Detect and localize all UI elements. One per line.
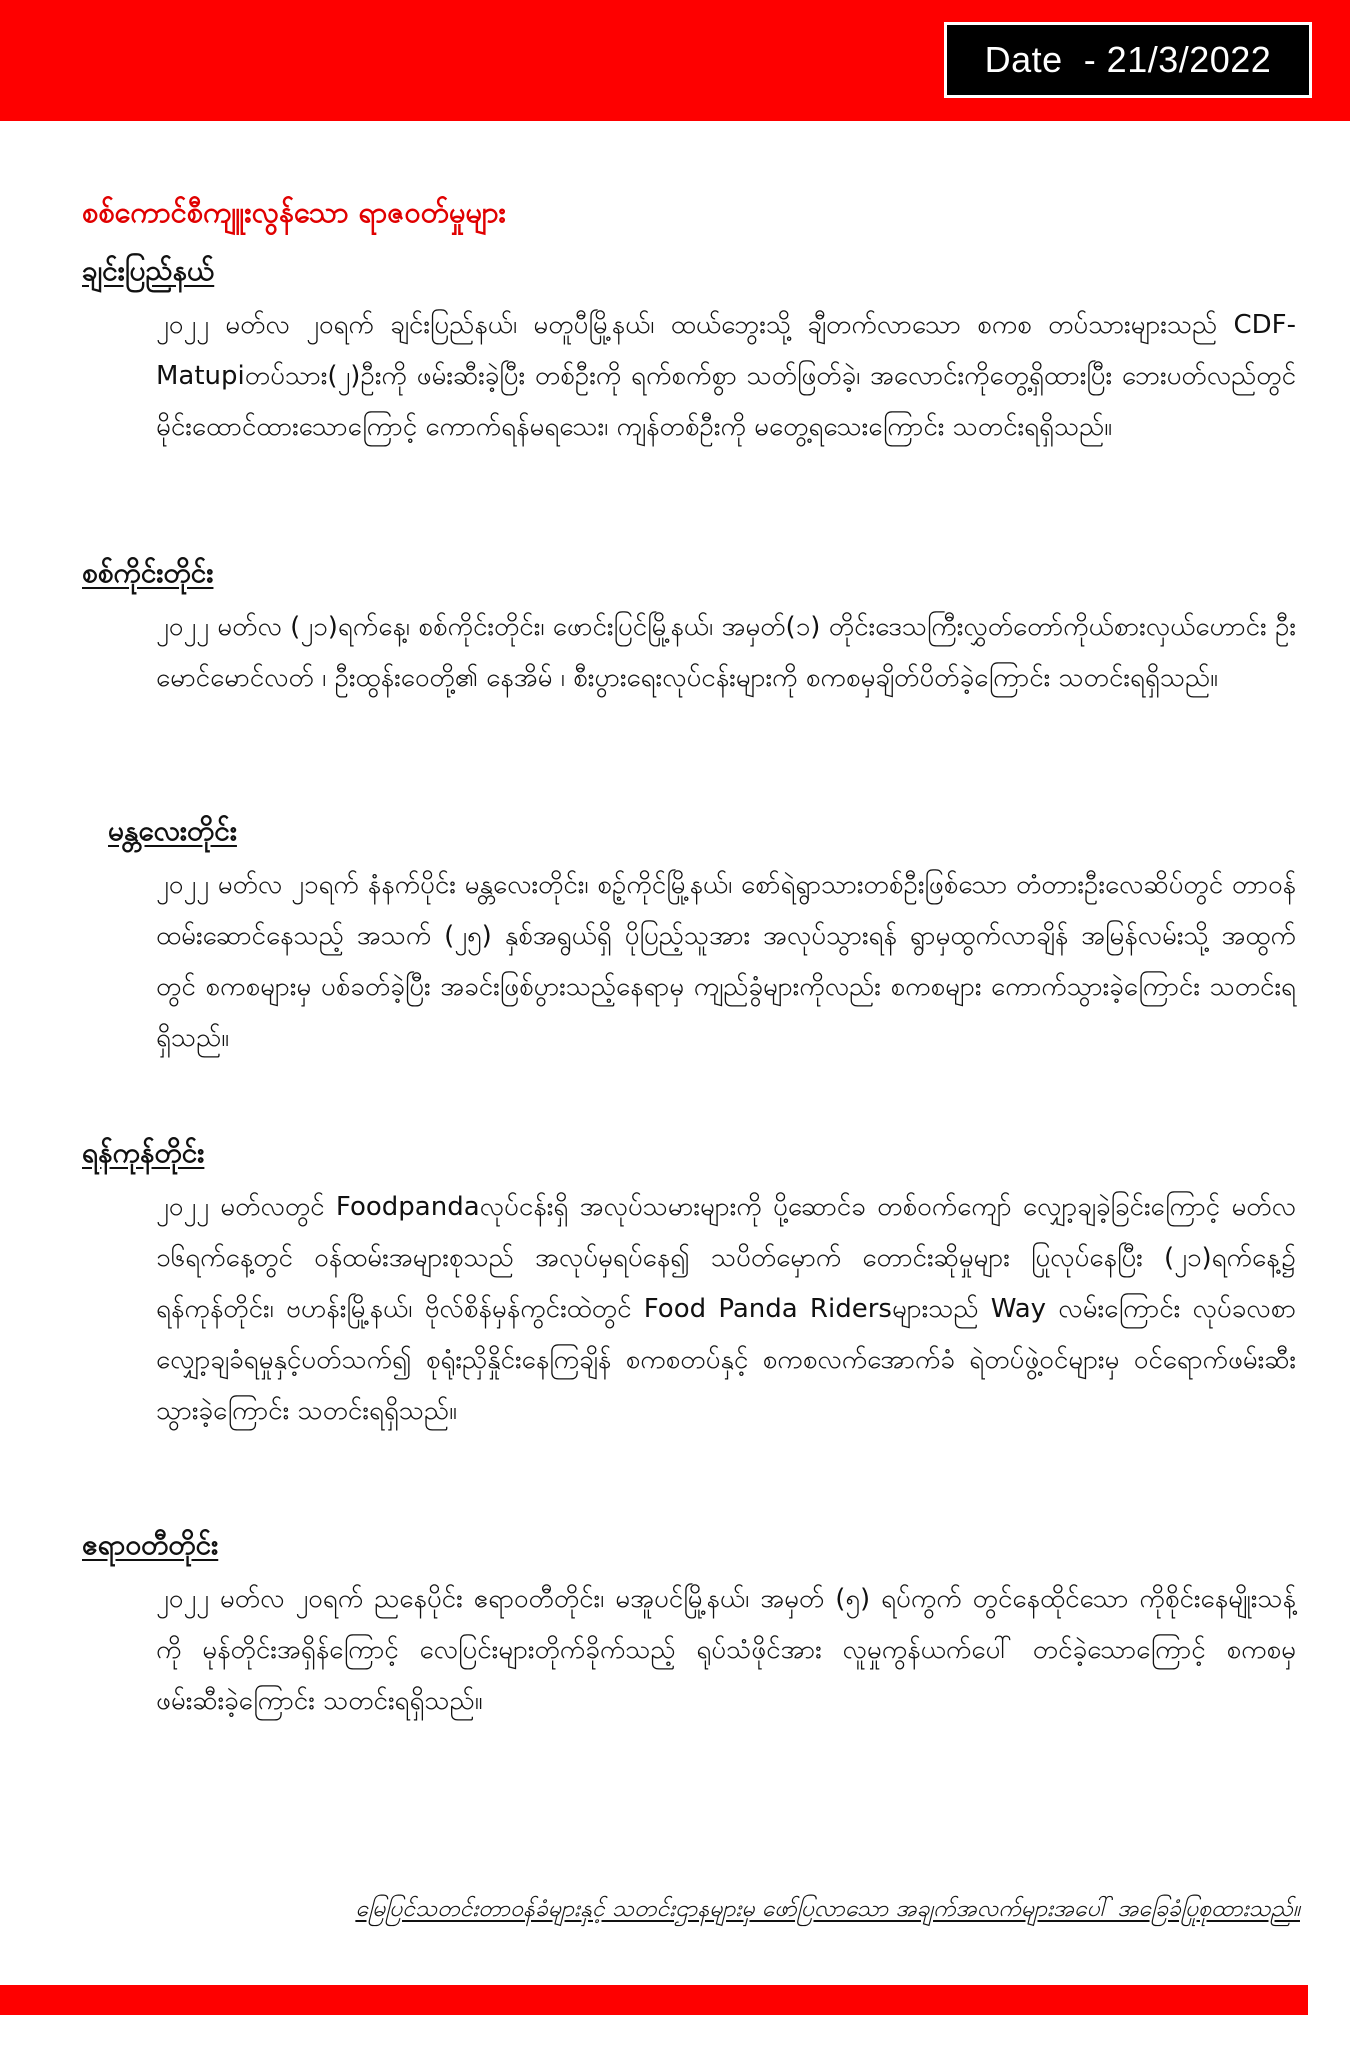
section-body: ၂၀၂၂ မတ်လတွင် Foodpandaလုပ်ငန်းရှိ အလုပ်သမားများကို ပို့ဆောင်ခ တစ်ဝက်ကျော် လျှော့ချခဲ့ခြင်းကြောင့် မတ်လ ၁၆ရက်နေ့တွင် ဝန်ထမ်းအများစုသည် အလုပ်မှရပ်နေ၍ သပိတ်မှောက် တောင်းဆိုမှုများ ပြုလုပ်နေပြီး (၂၁)ရက်နေ့၌ ရန်ကုန်တိုင်း၊ ဗဟန်းမြို့နယ်၊ ဗိုလ်စိန်မှန်ကွင်းထဲတွင် Food Panda Ridersများသည် Way လမ်းကြောင်း လုပ်ခလစာ လျှော့ချခံရမှုနှင့်ပတ်သက်၍ စုရုံးညှိနှိုင်းနေကြချိန် စကစတပ်နှင့် စကစလက်အောက်ခံ ရဲတပ်ဖွဲ့ဝင်များမှ ဝင်ရောက်ဖမ်းဆီးသွားခဲ့ကြောင်း သတင်းရရှိသည်။ bbox=[156, 1192, 1296, 1426]
section-sagaing-region bbox=[82, 552, 1296, 704]
document-title: စစ်ကောင်စီကျူးလွန်သော ရာဇဝတ်မှုများ bbox=[82, 195, 506, 229]
date-badge: Date - 21/3/2022 bbox=[944, 22, 1312, 98]
section-mandalay-region bbox=[82, 810, 1296, 1064]
bottom-banner bbox=[0, 1985, 1308, 2015]
section-heading: မန္တလေးတိုင်း bbox=[108, 814, 237, 847]
source-note: မြေပြင်သတင်းတာဝန်ခံများနှင့် သတင်းဌာနများမှ ဖော်ပြလာသော အချက်အလက်များအပေါ် အခြေခံပြုစုထားသည်။ bbox=[355, 1896, 1300, 1922]
section-ayeyarwady-region bbox=[82, 1524, 1296, 1727]
section-body: ၂၀၂၂ မတ်လ ၂၀ရက် ချင်းပြည်နယ်၊ မတူပီမြို့နယ်၊ ထယ်ဘွေးသို့ ချီတက်လာသော စကစ တပ်သားများသည် CDF-Matupiတပ်သား(၂)ဦးကို ဖမ်းဆီးခဲ့ပြီး တစ်ဦးကို ရက်စက်စွာ သတ်ဖြတ်ခဲ့၊ အလောင်းကိုတွေ့ရှိထားပြီး ဘေးပတ်လည်တွင် မိုင်းထောင်ထားသောကြောင့် ကောက်ရန်မရသေး၊ ကျန်တစ်ဦးကို မတွေ့ရသေးကြောင်း သတင်းရရှိသည်။ bbox=[156, 310, 1296, 442]
section-heading: ရန်ကုန်တိုင်း bbox=[82, 1136, 205, 1169]
section-heading: ဧရာဝတီတိုင်း bbox=[82, 1528, 219, 1561]
section-body: ၂၀၂၂ မတ်လ ၂၀ရက် ညနေပိုင်း ဧရာဝတီတိုင်း၊ မအူပင်မြို့နယ်၊ အမှတ် (၅) ရပ်ကွက် တွင်နေထိုင်သော ကိုစိုင်းနေမျိုးသန့် ကို မုန်တိုင်းအရှိန်ကြောင့် လေပြင်းများတိုက်ခိုက်သည့် ရုပ်သံဖိုင်အား လူမှုကွန်ယက်ပေါ် တင်ခဲ့သောကြောင့် စကစမှ ဖမ်းဆီးခဲ့ကြောင်း သတင်းရရှိသည်။ bbox=[156, 1584, 1296, 1716]
section-heading: ချင်းပြည်နယ် bbox=[82, 254, 215, 287]
section-body: ၂၀၂၂ မတ်လ ၂၁ရက် နံနက်ပိုင်း မန္တလေးတိုင်း၊ စဉ့်ကိုင်မြို့နယ်၊ စော်ရဲရွာသားတစ်ဦးဖြစ်သော တံတားဦးလေဆိပ်တွင် တာဝန်ထမ်းဆောင်နေသည့် အသက် (၂၅) နှစ်အရွယ်ရှိ ပိုပြည့်သူအား အလုပ်သွားရန် ရွာမှထွက်လာချိန် အမြန်လမ်းသို့ အထွက်တွင် စကစများမှ ပစ်ခတ်ခဲ့ပြီး အခင်းဖြစ်ပွားသည့်နေရာမှ ကျည်ခွံများကိုလည်း စကစများ ကောက်သွားခဲ့ကြောင်း သတင်းရရှိသည်။ bbox=[156, 870, 1296, 1053]
section-body: ၂၀၂၂ မတ်လ (၂၁)ရက်နေ့၊ စစ်ကိုင်းတိုင်း၊ ဖောင်းပြင်မြို့နယ်၊ အမှတ်(၁) တိုင်းဒေသကြီးလွှတ်တော်ကိုယ်စားလှယ်ဟောင်း ဦးမောင်မောင်လတ် ၊ ဦးထွန်းဝေတို့၏ နေအိမ် ၊ စီးပွားရေးလုပ်ငန်းများကို စကစမှချိတ်ပိတ်ခဲ့ကြောင်း သတင်းရရှိသည်။ bbox=[156, 612, 1296, 693]
section-yangon-region bbox=[82, 1132, 1296, 1437]
section-chin-state bbox=[82, 250, 1296, 453]
section-heading: စစ်ကိုင်းတိုင်း bbox=[82, 556, 214, 589]
